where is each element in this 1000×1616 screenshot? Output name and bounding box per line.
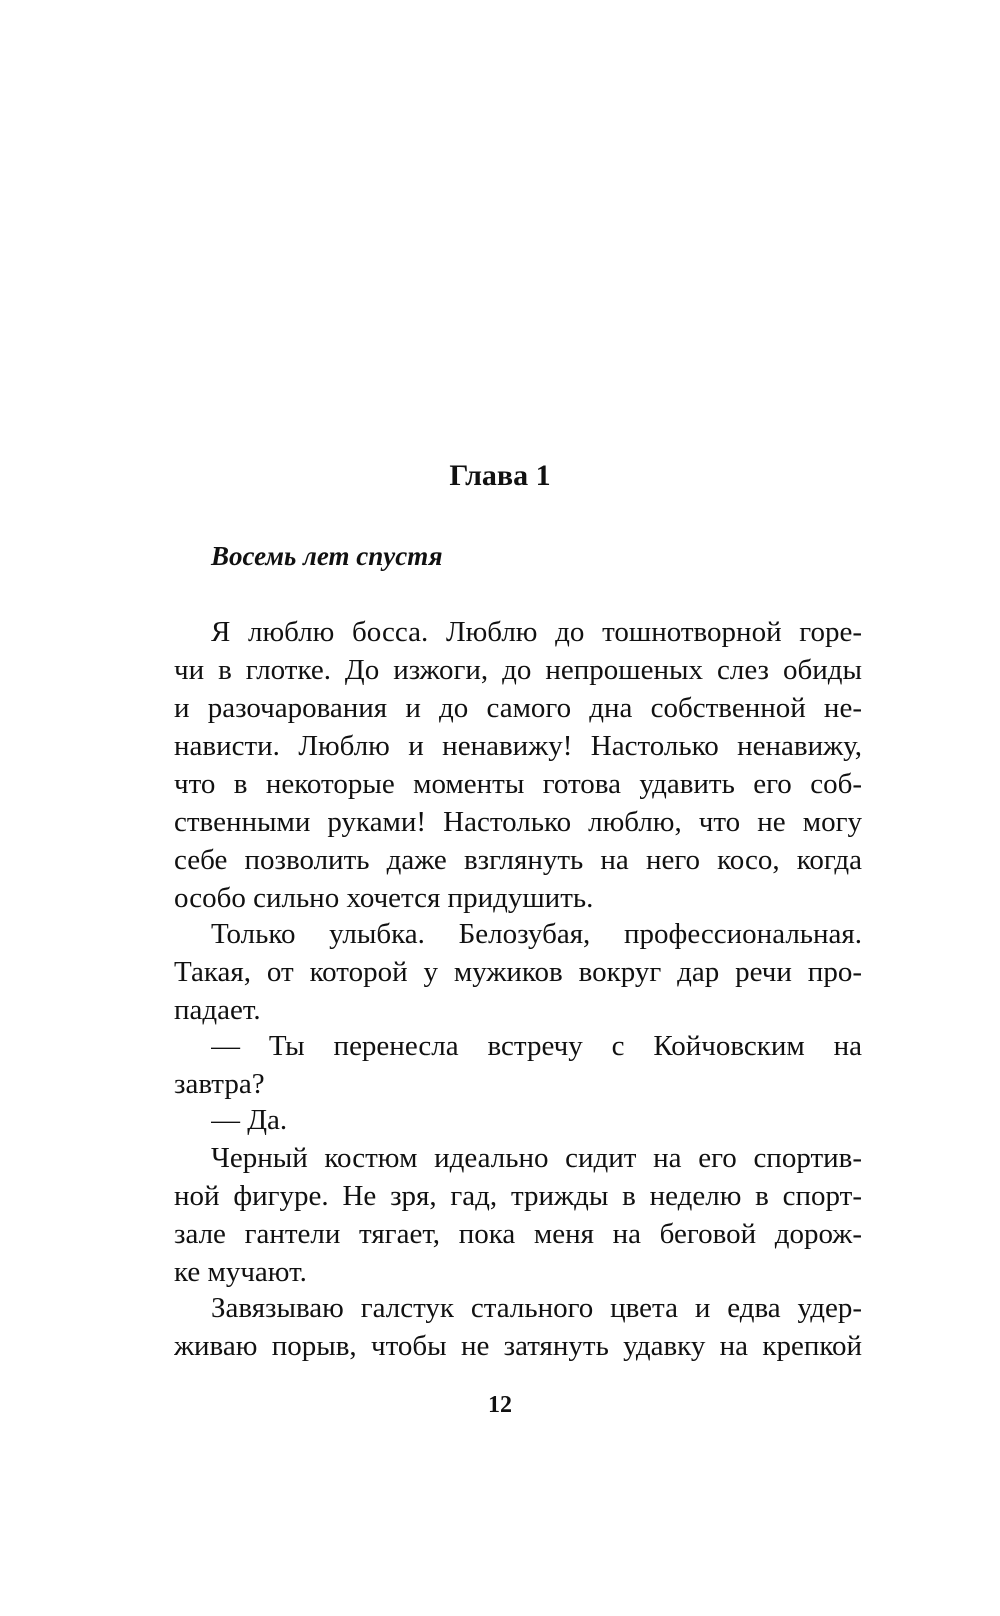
text-line: Завязываю галстук стального цвета и едва удер- [211, 1292, 862, 1324]
text-line: что в некоторые моменты готова удавить его соб- [174, 768, 862, 800]
text-line: — Ты перенесла встречу с Койчовским на [211, 1030, 862, 1062]
text-line: живаю порыв, чтобы не затянуть удавку на крепкой [174, 1330, 862, 1362]
text-line: ке мучают. [174, 1256, 307, 1288]
text-line: и разочарования и до самого дна собственной не- [174, 692, 862, 724]
text-line: чи в глотке. До изжоги, до непрошеных слез обиды [174, 654, 862, 686]
text-line: — Да. [211, 1104, 288, 1136]
text-line: ной фигуре. Не зря, гад, трижды в неделю в спорт- [174, 1180, 862, 1212]
text-line: зале гантели тягает, пока меня на беговой дорож- [174, 1218, 862, 1250]
text-line: Я люблю босса. Люблю до тошнотворной горе- [211, 616, 862, 648]
text-line: завтра? [174, 1068, 265, 1100]
chapter-subtitle: Восемь лет спустя [211, 541, 443, 571]
text-line: Такая, от которой у мужиков вокруг дар речи про- [174, 956, 862, 988]
chapter-title: Глава 1 [449, 459, 551, 492]
text-line: нависти. Люблю и ненавижу! Настолько ненавижу, [174, 730, 862, 762]
text-line: ственными руками! Настолько люблю, что не могу [174, 806, 862, 838]
text-line: Только улыбка. Белозубая, профессиональная. [211, 918, 862, 950]
text-line: себе позволить даже взглянуть на него косо, когда [174, 844, 862, 876]
text-line: падает. [174, 994, 261, 1026]
text-line: особо сильно хочется придушить. [174, 882, 594, 914]
text-line: Черный костюм идеально сидит на его спортив- [211, 1142, 862, 1174]
page-number: 12 [488, 1392, 512, 1418]
